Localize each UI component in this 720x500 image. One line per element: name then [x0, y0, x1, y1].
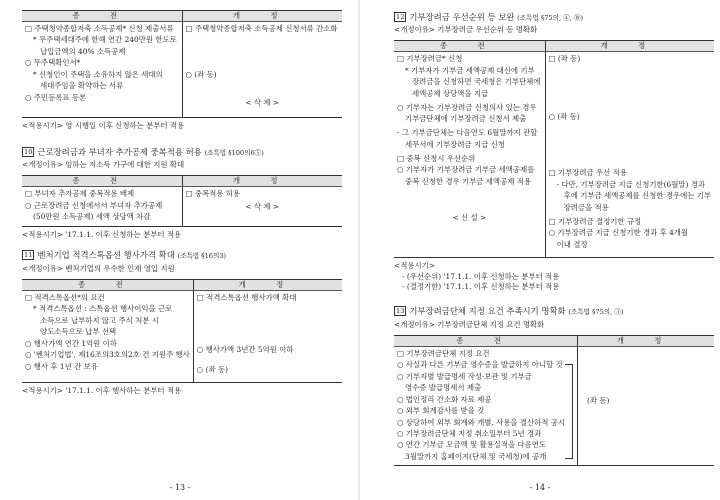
page-14	[360, 0, 720, 500]
old-line: * 적격스톡옵션 : 스톡옵션 행사이익을 근로	[33, 304, 173, 314]
comparison-table-donation-org	[394, 335, 714, 467]
new-line: ○ 행사가액 3년간 5억원 이하	[196, 344, 294, 354]
old-line: 세무서에 기부장려금 지급 신청	[405, 139, 505, 149]
section-title	[22, 147, 342, 158]
new-line: 후에 기부금 세액공제를 신청한 경우에는 기부	[563, 191, 711, 201]
old-line: □ 기부장려금* 신청	[397, 54, 463, 64]
old-line: ○ 기부자는 기부장려금 신청의사 있는 경우	[397, 102, 537, 112]
new-line: ○ (좌 동)	[196, 364, 228, 374]
old-line: 세대주임을 확약하는 서류	[40, 81, 124, 91]
old-line: 3월말까지 홈페이지(단체 및 국세청)에 공개	[405, 451, 547, 461]
new-line: □ 중복적용 허용	[185, 189, 241, 199]
old-line: □ 적격스톡옵션*의 요건	[25, 292, 105, 302]
page-number: - 13 -	[169, 483, 191, 493]
header-old: 종 전	[22, 176, 182, 187]
section-title	[394, 306, 714, 317]
bracket-marker	[565, 364, 573, 459]
section-title	[394, 12, 714, 23]
old-line: < 신 설 >	[452, 212, 487, 222]
old-line: ○ 기부장려금단체 지정 취소일부터 5년 경과	[397, 429, 542, 438]
revision-reason: <개정이유> 임하는 저소득 가구에 대한 지원 확대	[22, 160, 185, 170]
old-line: ○ 기부자별 발급명세 작성·보관 및 기부금	[397, 371, 532, 381]
old-line: * 신청인이 주택을 소유하지 않은 세대의	[33, 69, 163, 79]
header-new: 개 정	[182, 11, 342, 22]
new-line: < 삭 제 >	[245, 202, 280, 212]
old-line: ○ 무주택확인서*	[25, 58, 81, 68]
old-line: 소득으로 납부하지 않고 주식 처분 시	[40, 315, 159, 325]
old-line: 영수증 발급명세서 제출	[405, 383, 482, 393]
apply-date: <적용시기> '17.1.1. 이후 행사하는 분부터 적용	[22, 385, 182, 395]
old-line: ○ 연간 기부금 모금액 및 활용실적을 다음연도	[397, 440, 547, 450]
comparison-table-donation-incentive	[394, 40, 714, 258]
new-line: □ 기부장려금 결정기한 규정	[548, 216, 642, 226]
apply-date: <적용시기>	[394, 261, 435, 271]
new-line: □ 기부장려금 우선 적용	[548, 168, 627, 178]
new-line: ○ (좌 동)	[548, 112, 580, 122]
section-title-text: 기부장려금단체 지정 요건 추족시기 명확화	[409, 306, 566, 317]
section-title	[22, 250, 342, 261]
old-line: □ 기부장려금단체 지정 요건	[397, 348, 490, 358]
old-line: ○ 사실과 다른 기부금 영수증을 발급하지 아니할 것	[397, 360, 563, 370]
section-title-text: 근로장려금과 부녀자 추가공제 중복적용 허용	[37, 146, 202, 157]
old-line: 양도소득으로 납부 선택	[40, 327, 117, 337]
old-line: 기부금단체에 기부장려금 신청서 제출	[405, 114, 527, 124]
section-number: 12	[396, 13, 405, 21]
old-line: ○ 외부 회계감사를 받을 것	[397, 406, 485, 416]
new-line: (좌 동)	[587, 395, 610, 405]
old-line: ○ '벤처기업법', 제16조의3호의2호 건 지원주 행사	[25, 350, 190, 360]
new-line: < 삭 제 >	[245, 97, 280, 107]
apply-date-item: - (결정기한) '17.1.1. 이후 신청하는 분부터 적용	[402, 282, 560, 292]
header-new: 개 정	[545, 41, 714, 52]
old-line: ○ 기부자가 기부장려금 기부금 세액공제를	[397, 165, 535, 175]
old-line: * 무주택세대주에 한해 연간 240만원 한도로	[33, 35, 177, 45]
section-number: 11	[24, 251, 33, 260]
section-number: 10	[24, 147, 33, 156]
header-old: 종 전	[394, 335, 578, 346]
old-line: 장려금을 신청하면 국세청은 기부단체에	[412, 77, 541, 87]
new-line: ○ (좌 동)	[185, 69, 217, 79]
section-ref: (조특법 §75의, ③)	[568, 308, 624, 317]
old-line: ○ 상당하여 외부 회계와 개별, 사용을 결산하적 공시	[397, 417, 566, 427]
revision-reason: <개정이유> 벤처기업의 우수한 인재 영입 지원	[22, 263, 175, 273]
new-line: - 다만, 기부장려금 지급 신청기한(6월말) 경과	[556, 179, 706, 189]
old-line: * 기부자가 기부금 세액공제 대신에 기부	[405, 65, 535, 75]
header-old: 종 전	[22, 11, 182, 22]
section-number: 13	[396, 307, 405, 316]
old-line: ○ 주민등록표 등본	[25, 92, 87, 102]
apply-date-item: - (우선순위) '17.1.1. 이후 신청하는 분부터 적용	[402, 272, 560, 282]
comparison-table-stock-option	[22, 279, 342, 383]
page-number: - 14 -	[529, 483, 551, 493]
header-new: 개 정	[193, 279, 342, 290]
old-line: 세액공제 상당액을 지급	[412, 88, 489, 98]
section-ref: (조특법 §75의, ④, ⑩)	[517, 14, 584, 22]
old-line: ○ 근로장려금 신청에서서 부녀자 추가공제	[25, 200, 163, 210]
new-line: □ 주택청약종합저축 소득공제 신청서류 간소화	[185, 24, 338, 33]
old-line: 납입금액의 40% 소득공제	[40, 46, 126, 56]
section-ref: (조특법 §16의3)	[177, 252, 227, 261]
section-title-text: 벤처기업 적격스톡옵션 행사가격 확대	[37, 250, 175, 261]
old-line: □ 주택청약종합저축 소득공제* 신청 제출서류	[25, 24, 174, 33]
apply-date: <적용시기> '17.1.1. 이후 신청하는 분부터 적용	[22, 230, 182, 240]
old-line: - 그 기부금단체는 다음연도 6월말까지 관할	[397, 128, 538, 138]
header-new: 개 정	[182, 176, 342, 187]
old-line: (50만원 소득공제) 세액 상당액 차감	[33, 212, 151, 222]
new-line: ○ 기부장려금 지급 신청기한 경과 후 4개월	[548, 228, 689, 238]
new-line: 장려금을 적용	[563, 202, 609, 212]
comparison-table-earned-income	[22, 175, 342, 227]
new-line: □ (좌 동)	[548, 54, 581, 64]
apply-date: <적용시기> 영 시행일 이후 신청하는 분부터 적용	[22, 121, 185, 130]
section-ref: (조특법 §100의6⑤)	[204, 148, 264, 157]
old-line: ○ 행사 후 1년 간 보유	[25, 361, 98, 371]
new-line: □ 적격스톡옵션 행사가액 확대	[196, 292, 297, 302]
old-line: □ 부녀자 추가공제 중복적용 배제	[25, 189, 135, 199]
header-old: 종 전	[394, 41, 545, 52]
revision-reason: <개정이유> 기부장려금단체 지정 요건 명확화	[394, 319, 545, 329]
section-title-text: 기부장려금 우선순위 등 보완	[409, 12, 515, 22]
header-old: 종 전	[22, 279, 193, 290]
revision-reason: <개정이유> 기부장려금 우선순위 등 명확화	[394, 25, 538, 35]
old-line: 중복 신청한 경우 기부금 세액공제 적용	[405, 176, 531, 186]
old-line: ○ 법인정리 간소화 자료 제공	[397, 394, 492, 404]
old-line: □ 중복 신청시 우선순위	[397, 153, 476, 163]
header-new: 개 정	[578, 335, 714, 346]
new-line: 이내 결정	[556, 239, 588, 249]
old-line: ○ 행사가액 연간 1억원 이하	[25, 338, 117, 348]
comparison-table-housing-savings	[22, 10, 342, 118]
